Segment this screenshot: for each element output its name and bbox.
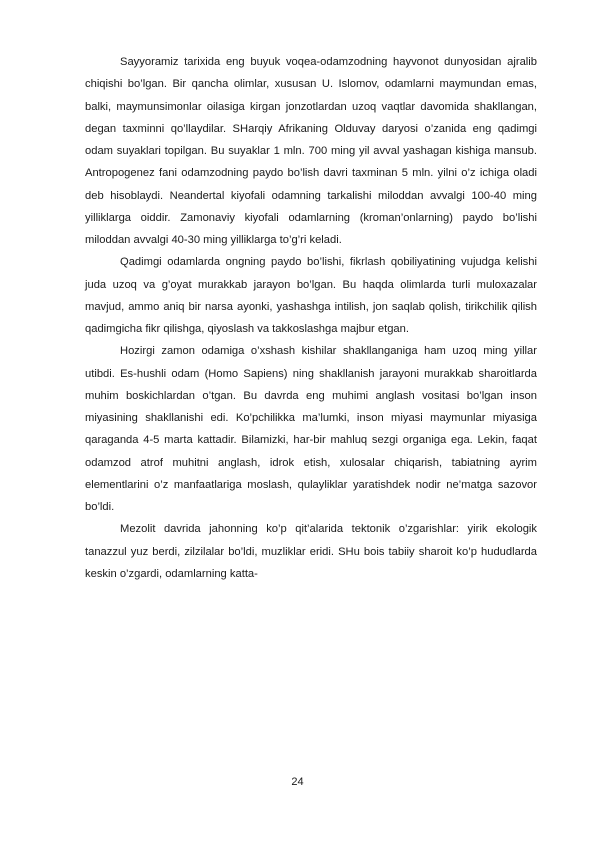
main-text bbox=[85, 51, 537, 585]
paragraph-homo-sapiens: Hozirgi zamon odamiga o’xshash kishilar shakllanganiga ham uzoq ming yillar utibdi. Es-hushli odam (Homo Sapiens) ning shakllanish jarayoni murakkab sharoitlarda muhim boskichlardan o’tgan. Bu davrda eng muhimi anglash vositasi bo’lgan inson miyasining shakllanishi edi. Ko’pchilikka ma’lumki, inson miyasi maymunlar miyasiga qaraganda 4-5 marta kattadir. Bilamizki, har-bir mahluq sezgi organiga ega. Lekin, faqat odamzod atrof muhitni anglash, idrok etish, xulosalar chiqarish, tabiatning ayrim elementlarini o’z manfaatlariga moslash, qulayliklar yaratishdek nodir ne’matga sazovor bo’ldi. bbox=[85, 345, 537, 513]
paragraph-origin-of-man: Sayyoramiz tarixida eng buyuk voqea-odamzodning hayvonot dunyosidan ajralib chiqishi bo’lgan. Bir qancha olimlar, xususan U. Islomov, odamlarni maymundan emas, balki, maymunsimonlar oilasiga kirgan jonzotlardan uzoq vaqtlar davomida shakllangan, degan taxminni qo’llaydilar. SHarqiy Afrikaning Olduvay daryosi o’zanida eng qadimgi odam suyaklari topilgan. Bu suyaklar 1 mln. 700 ming yil avval yashagan kishiga mansub. Antropogenez fani odamzodning paydo bo’lish davri taxminan 5 mln. yilni o’z ichiga oladi deb hisoblaydi. Neandertal kiyofali odamning tarkalishi miloddan avvalgi 100-40 ming yilliklarga oiddir. Zamonaviy kiyofali odamlarning (kroman’onlarning) paydo bo’lishi miloddan avvalgi 40-30 ming yilliklarga to’g’ri keladi. bbox=[85, 56, 537, 246]
paragraph-emergence-of-consciousness: Qadimgi odamlarda ongning paydo bo’lishi, fikrlash qobiliyatining vujudga kelishi juda uzoq va g’oyat murakkab jarayon bo’lgan. Bu haqda olimlarda turli muloxazalar mavjud, ammo aniq bir narsa ayonki, yashashga intilish, jon saqlab qolish, tirikchilik qilish qadimgicha fikr qilishga, qiyoslash va takkoslashga majbur etgan. bbox=[85, 256, 537, 335]
paragraph-mesolithic: Mezolit davrida jahonning ko’p qit’alarida tektonik o’zgarishlar: yirik ekologik tanazzul yuz berdi, zilzilalar bo’ldi, muzliklar eridi. SHu bois tabiiy sharoit ko’p hududlarda keskin o’zgardi, odamlarning katta- bbox=[85, 523, 537, 580]
page-number: 24 bbox=[291, 776, 304, 788]
